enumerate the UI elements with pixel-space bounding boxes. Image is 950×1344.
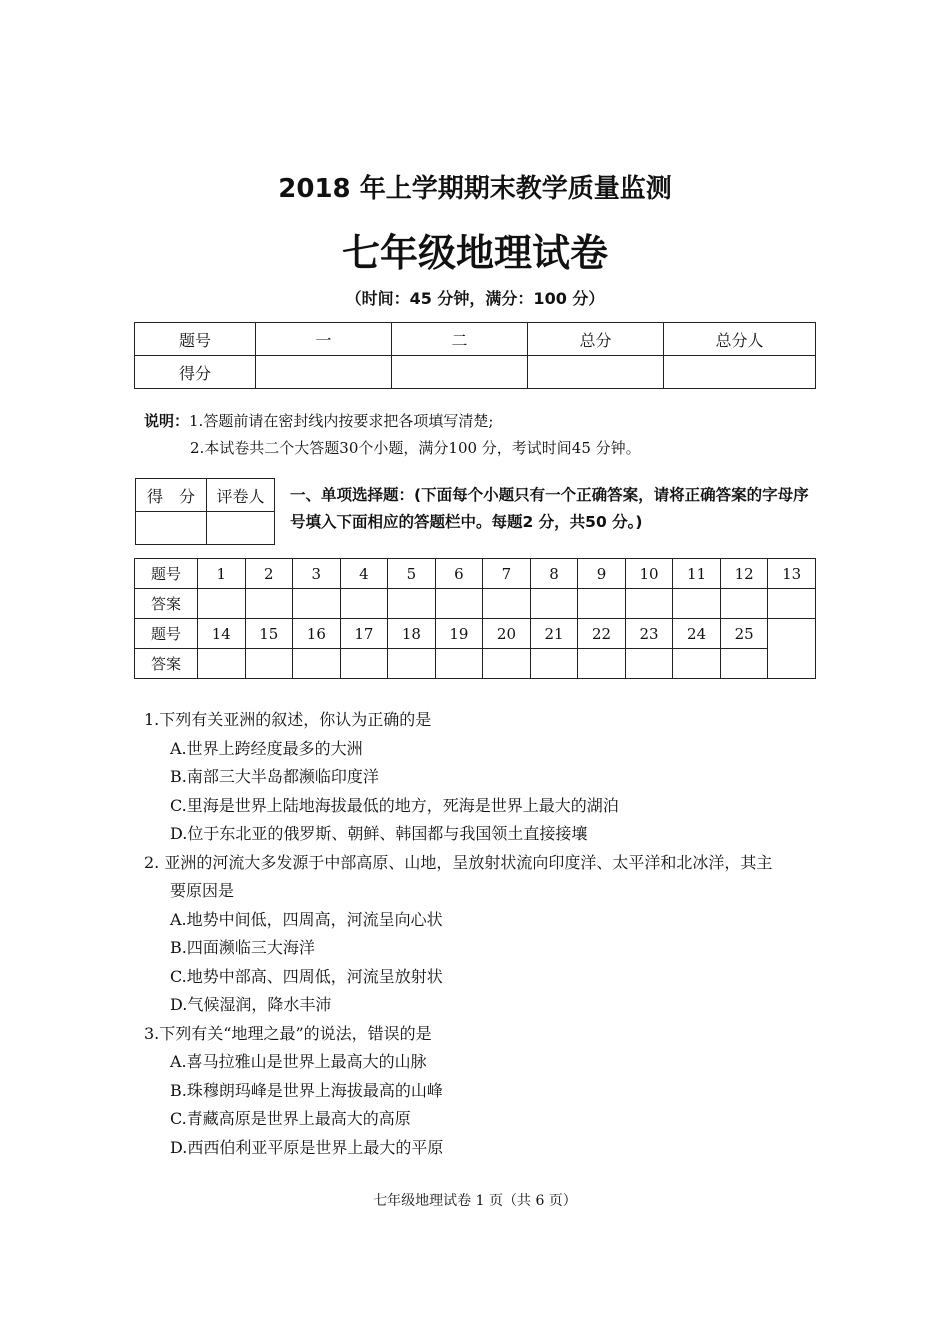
answer-cell[interactable]	[245, 649, 293, 679]
notes-line-1	[144, 410, 493, 431]
question-number: 17	[340, 619, 388, 649]
answer-cell[interactable]	[530, 649, 578, 679]
answer-grid-answer-row-2	[135, 649, 816, 679]
question-number: 24	[673, 619, 721, 649]
notes-label: 说明：	[144, 412, 190, 430]
answer-cell[interactable]	[625, 589, 673, 619]
grader-label: 评卷人	[207, 479, 275, 512]
option-b[interactable]: B.四面濒临三大海洋	[170, 938, 315, 957]
answer-cell[interactable]	[530, 589, 578, 619]
question-number: 13	[768, 559, 816, 589]
question-number: 15	[245, 619, 293, 649]
question-3	[144, 1020, 824, 1163]
question-number: 2	[245, 559, 293, 589]
option-a[interactable]: A.地势中间低，四周高，河流呈向心状	[170, 909, 443, 929]
question-number: 9	[578, 559, 626, 589]
answer-grid-number-label: 题号	[135, 619, 198, 649]
page-footer: 七年级地理试卷 1 页（共 6 页）	[373, 1193, 577, 1209]
question-stem-continued: 要原因是	[170, 881, 235, 900]
question-number: 1	[198, 559, 246, 589]
empty-merged-cell	[768, 619, 816, 679]
question-number: 16	[293, 619, 341, 649]
score-summary-table	[134, 322, 816, 389]
option-b[interactable]: B.珠穆朗玛峰是世界上海拔最高的山峰	[170, 1080, 443, 1100]
answer-grid-answer-row-1	[135, 589, 816, 619]
score-header-part1: 一	[256, 323, 392, 356]
question-number: 12	[720, 559, 768, 589]
question-stem: 3.下列有关“地理之最”的说法，错误的是	[144, 1023, 432, 1043]
answer-cell[interactable]	[293, 649, 341, 679]
question-number: 25	[720, 619, 768, 649]
question-list	[144, 706, 824, 1162]
question-number: 18	[388, 619, 436, 649]
option-d[interactable]: D.气候湿润，降水丰沛	[170, 995, 332, 1014]
answer-cell[interactable]	[340, 589, 388, 619]
answer-cell[interactable]	[198, 589, 246, 619]
score-header-number: 题号	[135, 323, 256, 356]
grader-score-cell[interactable]	[136, 512, 207, 545]
question-number: 5	[388, 559, 436, 589]
answer-cell[interactable]	[578, 589, 626, 619]
question-stem: 2. 亚洲的河流大多发源于中部高原、山地，呈放射状流向印度洋、太平洋和北冰洋，其主	[144, 852, 773, 872]
score-cell[interactable]	[528, 356, 664, 389]
answer-cell[interactable]	[198, 649, 246, 679]
question-number: 20	[483, 619, 531, 649]
answer-cell[interactable]	[483, 649, 531, 679]
question-number: 22	[578, 619, 626, 649]
grader-name-cell[interactable]	[207, 512, 275, 545]
option-b[interactable]: B.南部三大半岛都濒临印度洋	[170, 767, 379, 786]
score-cell[interactable]	[664, 356, 816, 389]
score-cell[interactable]	[392, 356, 528, 389]
answer-grid-answer-label: 答案	[135, 589, 198, 619]
answer-cell[interactable]	[340, 649, 388, 679]
answer-cell[interactable]	[625, 649, 673, 679]
question-1	[144, 706, 824, 849]
question-number: 8	[530, 559, 578, 589]
option-a[interactable]: A.喜马拉雅山是世界上最高大的山脉	[170, 1052, 427, 1071]
exam-subtitle: （时间：45 分钟，满分：100 分）	[345, 289, 605, 308]
answer-cell[interactable]	[245, 589, 293, 619]
notes-text-1: 1.答题前请在密封线内按要求把各项填写清楚;	[189, 412, 494, 430]
answer-cell[interactable]	[720, 589, 768, 619]
question-number: 4	[340, 559, 388, 589]
answer-cell[interactable]	[483, 589, 531, 619]
question-number: 19	[435, 619, 483, 649]
score-header-totaler: 总分人	[664, 323, 816, 356]
question-number: 10	[625, 559, 673, 589]
answer-cell[interactable]	[388, 649, 436, 679]
answer-cell[interactable]	[388, 589, 436, 619]
answer-cell[interactable]	[673, 589, 721, 619]
answer-cell[interactable]	[768, 589, 816, 619]
answer-cell[interactable]	[720, 649, 768, 679]
grader-score-label: 得 分	[136, 479, 207, 512]
question-2	[144, 849, 824, 1020]
answer-grid-number-row-1	[135, 559, 816, 589]
question-number: 6	[435, 559, 483, 589]
option-d[interactable]: D.西西伯利亚平原是世界上最大的平原	[170, 1137, 444, 1157]
answer-cell[interactable]	[673, 649, 721, 679]
score-row-label: 得分	[135, 356, 256, 389]
answer-grid-answer-label: 答案	[135, 649, 198, 679]
option-c[interactable]: C.里海是世界上陆地海拔最低的地方，死海是世界上最大的湖泊	[170, 795, 619, 815]
question-number: 11	[673, 559, 721, 589]
answer-grid	[134, 558, 816, 679]
exam-name: 七年级地理试卷	[341, 231, 608, 275]
question-stem: 1.下列有关亚洲的叙述，你认为正确的是	[144, 710, 432, 729]
question-number: 23	[625, 619, 673, 649]
answer-grid-number-row-2	[135, 619, 816, 649]
answer-cell[interactable]	[435, 589, 483, 619]
question-number: 14	[198, 619, 246, 649]
answer-grid-number-label: 题号	[135, 559, 198, 589]
notes-line-2: 2.本试卷共二个大答题30个小题，满分100 分，考试时间45 分钟。	[190, 439, 641, 457]
score-header-part2: 二	[392, 323, 528, 356]
grader-table	[135, 478, 275, 545]
exam-header-title: 2018 年上学期期末教学质量监测	[278, 174, 672, 204]
question-number: 7	[483, 559, 531, 589]
answer-cell[interactable]	[435, 649, 483, 679]
section-1-title: 一、单项选择题：(下面每个小题只有一个正确答案，请将正确答案的字母序号填入下面相应的答题栏中。每题2 分，共50 分。)	[290, 486, 809, 531]
question-number: 3	[293, 559, 341, 589]
answer-cell[interactable]	[293, 589, 341, 619]
score-cell[interactable]	[256, 356, 392, 389]
option-d[interactable]: D.位于东北亚的俄罗斯、朝鲜、韩国都与我国领土直接接壤	[170, 824, 588, 843]
answer-cell[interactable]	[578, 649, 626, 679]
option-c[interactable]: C.地势中部高、四周低，河流呈放射状	[170, 966, 443, 986]
option-a[interactable]: A.世界上跨经度最多的大洲	[170, 738, 363, 758]
option-c[interactable]: C.青藏高原是世界上最高大的高原	[170, 1109, 411, 1128]
question-number: 21	[530, 619, 578, 649]
score-header-total: 总分	[528, 323, 664, 356]
